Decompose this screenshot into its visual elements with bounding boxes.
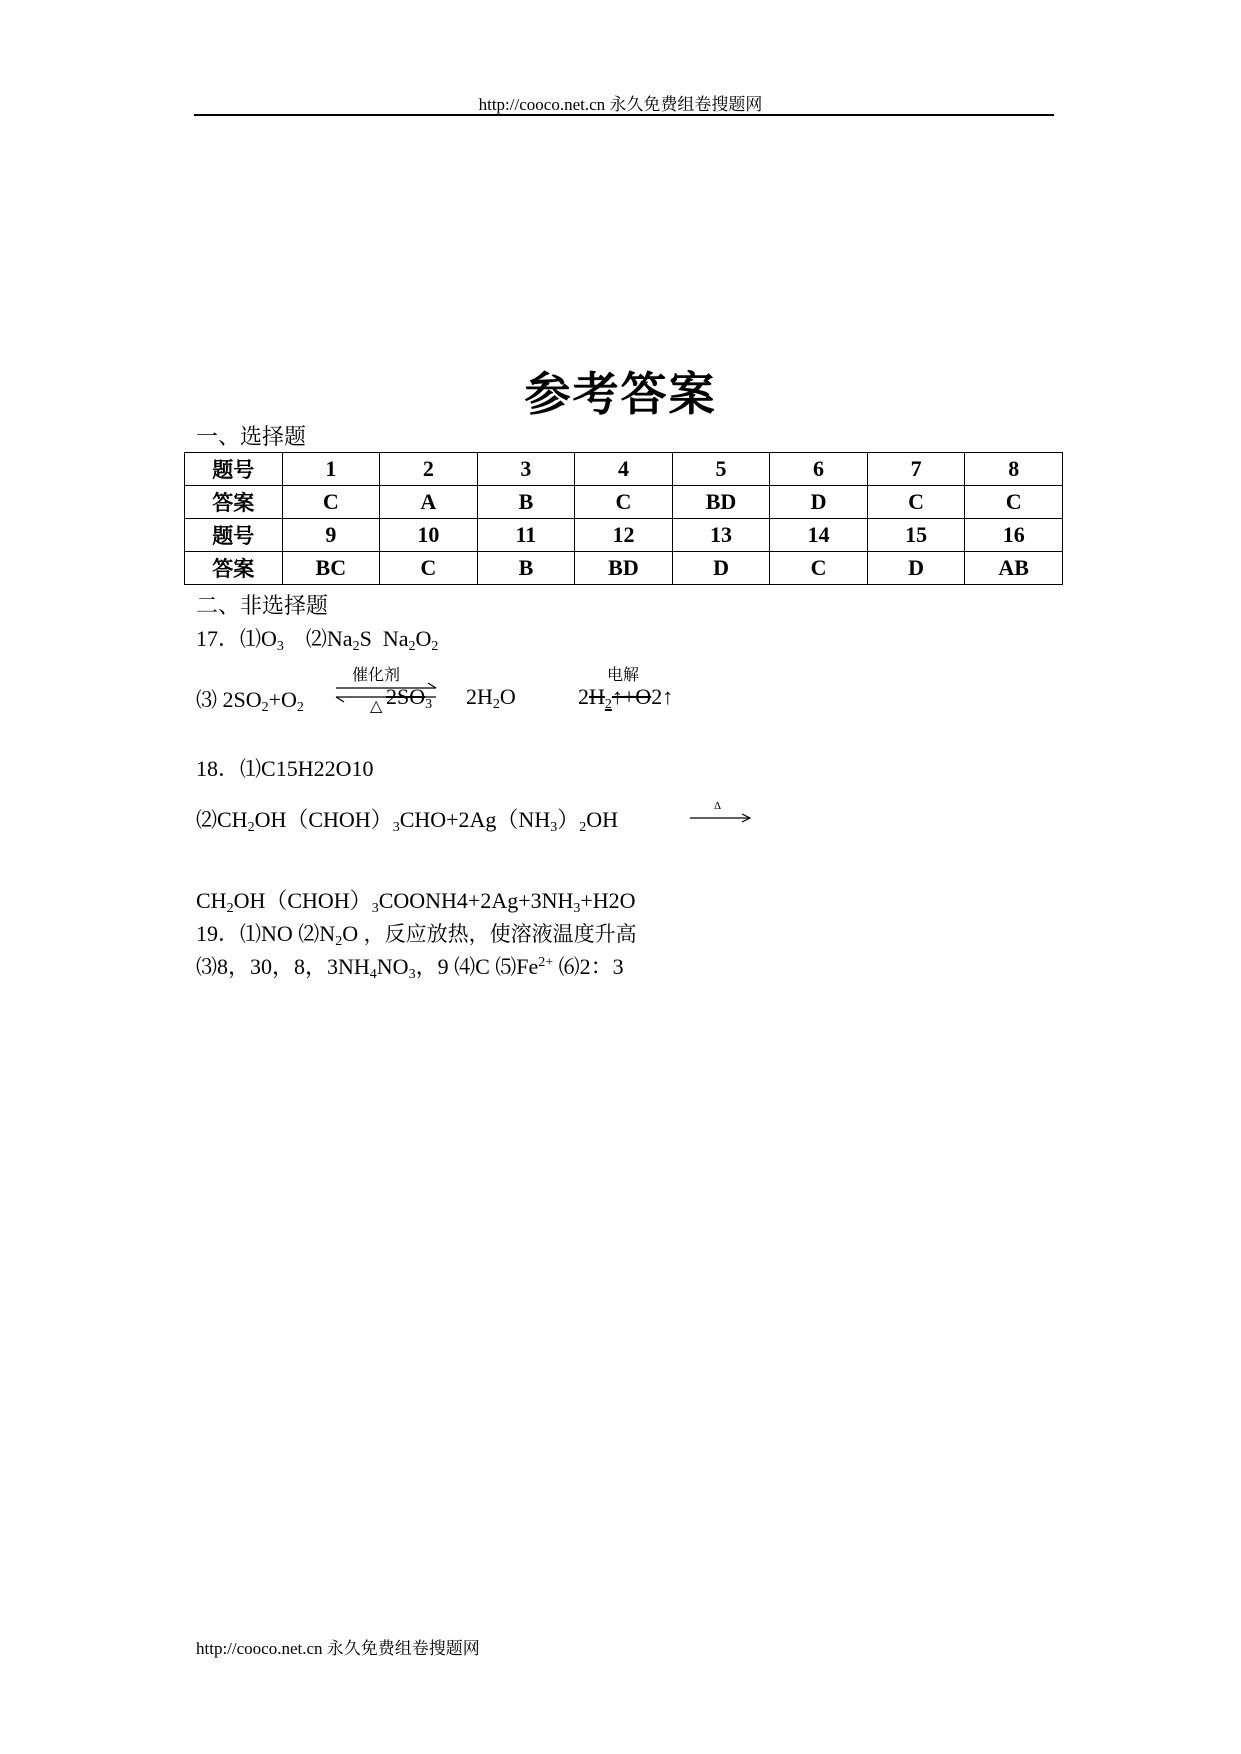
table-row-label: 题号 [185,453,283,486]
text: O [342,921,359,946]
answer-table [184,452,1063,585]
table-cell: C [770,552,868,585]
q17-answer2 [326,626,439,654]
subscript: 2 [408,639,416,654]
q17-line1 [196,622,438,653]
table-cell: 4 [575,453,673,486]
table-cell: 8 [965,453,1063,486]
footer-url: http://cooco.net.cn 永久免费组卷搜题网 [196,1639,480,1658]
q19-number: 19． [196,921,241,946]
q19-part6-marker: ⑹ [558,955,580,979]
table-row [185,552,1063,585]
q17-eq2-product [578,684,673,710]
q17-eq1-product [386,684,432,710]
text: COONH4+2Ag+3NH [378,888,574,913]
electrolysis-label: 电解 [607,665,640,684]
subscript: 3 [425,697,433,712]
q19-answer4: C [475,954,490,979]
text: +O [268,687,297,712]
text: 2H [466,684,493,709]
text: S [359,626,372,651]
text: 2↑ [651,684,674,709]
table-cell: C [867,486,965,519]
q18-part1-marker: ⑴ [240,757,262,781]
table-row [185,486,1063,519]
q19-part3-marker: ⑶ [196,955,217,979]
table-cell: 11 [477,519,575,552]
subscript: 2 [226,901,234,916]
subscript: 3 [371,901,379,916]
q18-line3 [196,884,636,915]
subscript: 3 [573,901,581,916]
q19-part5-marker: ⑸ [495,955,517,979]
header-divider [194,114,1054,116]
right-arrow-icon [688,811,754,825]
subscript: 2 [335,934,343,949]
q18-line2 [196,803,618,834]
table-cell: AB [965,552,1063,585]
text: OH（CHOH） [233,888,372,913]
table-cell: BC [282,552,380,585]
table-row [185,519,1063,552]
q17-line2 [196,684,304,714]
q19-part4-marker: ⑷ [454,955,476,979]
text: O [415,626,432,651]
table-cell: BD [575,552,673,585]
q19-answer2-explanation: ，反应放热，使溶液温度升高 [363,922,637,946]
q19-line1 [196,917,637,948]
heat-triangle-icon: △ [370,696,383,715]
table-cell: 2 [380,453,478,486]
table-cell: BD [672,486,770,519]
table-row-label: 答案 [185,486,283,519]
subscript: 2 [247,820,255,835]
q19-part1-marker: ⑴ [240,922,262,946]
text: CH [217,807,248,832]
subscript: 4 [369,967,377,982]
q19-answer6: 2：3 [579,954,624,979]
catalyst-label: 催化剂 [352,665,401,684]
q18-part2-marker: ⑵ [196,808,217,832]
table-cell: A [380,486,478,519]
table-cell: 13 [672,519,770,552]
table-cell: D [770,486,868,519]
text: 2SO [222,687,262,712]
q17-number: 17． [196,626,241,651]
text: ） [557,807,580,832]
q19-answer5: Fe [516,954,539,979]
page-title: 参考答案 [524,367,717,421]
text: ↑+O [611,684,652,709]
table-cell: D [672,552,770,585]
table-cell: 9 [282,519,380,552]
text: 2 [578,684,589,709]
table-cell: 1 [282,453,380,486]
text: ，9 [415,954,449,979]
table-row [185,453,1063,486]
q17-part2-marker: ⑵ [305,627,327,651]
section-non-choice-heading: 二、非选择题 [196,594,329,619]
superscript: 2+ [538,955,554,970]
q18-answer1: C15H22O10 [261,756,374,781]
text: Na [326,626,353,651]
text: 2SO [386,684,426,709]
subscript: 3 [392,820,400,835]
table-cell: 10 [380,519,478,552]
text: OH [586,807,619,832]
text: H [589,684,605,709]
table-cell: 12 [575,519,673,552]
text: +H2O [580,888,636,913]
table-cell: B [477,552,575,585]
text: O [499,684,516,709]
table-cell: 3 [477,453,575,486]
header-url: http://cooco.net.cn 永久免费组卷搜题网 [478,95,763,114]
table-cell: B [477,486,575,519]
table-cell: D [867,552,965,585]
table-cell: C [575,486,673,519]
subscript: 2 [604,697,612,712]
q19-part2-marker: ⑵ [298,922,320,946]
table-cell: 7 [867,453,965,486]
text: CHO+2Ag（NH [399,807,551,832]
table-cell: 15 [867,519,965,552]
q19-line2 [196,950,624,981]
q17-part3-marker: ⑶ [196,688,217,712]
q17-answer1: O [261,626,277,651]
table-cell: 16 [965,519,1063,552]
subscript: 2 [352,639,360,654]
subscript: 3 [550,820,558,835]
q18-number: 18． [196,756,241,781]
text: N [319,921,336,946]
table-cell: 14 [770,519,868,552]
text: NO [376,954,409,979]
text: OH（CHOH） [254,807,393,832]
text: 8，30，8，3NH [217,954,370,979]
subscript: 3 [276,639,284,654]
table-cell: C [965,486,1063,519]
table-row-label: 答案 [185,552,283,585]
table-cell: 5 [672,453,770,486]
table-cell: C [282,486,380,519]
subscript: 2 [261,700,269,715]
q18-line1 [196,752,373,783]
q17-eq2-reactant [466,684,516,710]
subscript: 2 [579,820,587,835]
subscript: 3 [408,967,416,982]
q17-part1-marker: ⑴ [240,627,262,651]
subscript: 2 [431,639,439,654]
subscript: 2 [296,700,304,715]
section-multiple-choice-heading: 一、选择题 [196,425,307,450]
table-cell: 6 [770,453,868,486]
delta-label: Δ [714,800,722,812]
table-row-label: 题号 [185,519,283,552]
q19-answer1: NO [261,921,293,946]
text: CH [196,888,227,913]
table-cell: C [380,552,478,585]
subscript: 2 [492,697,500,712]
text: Na [382,626,409,651]
